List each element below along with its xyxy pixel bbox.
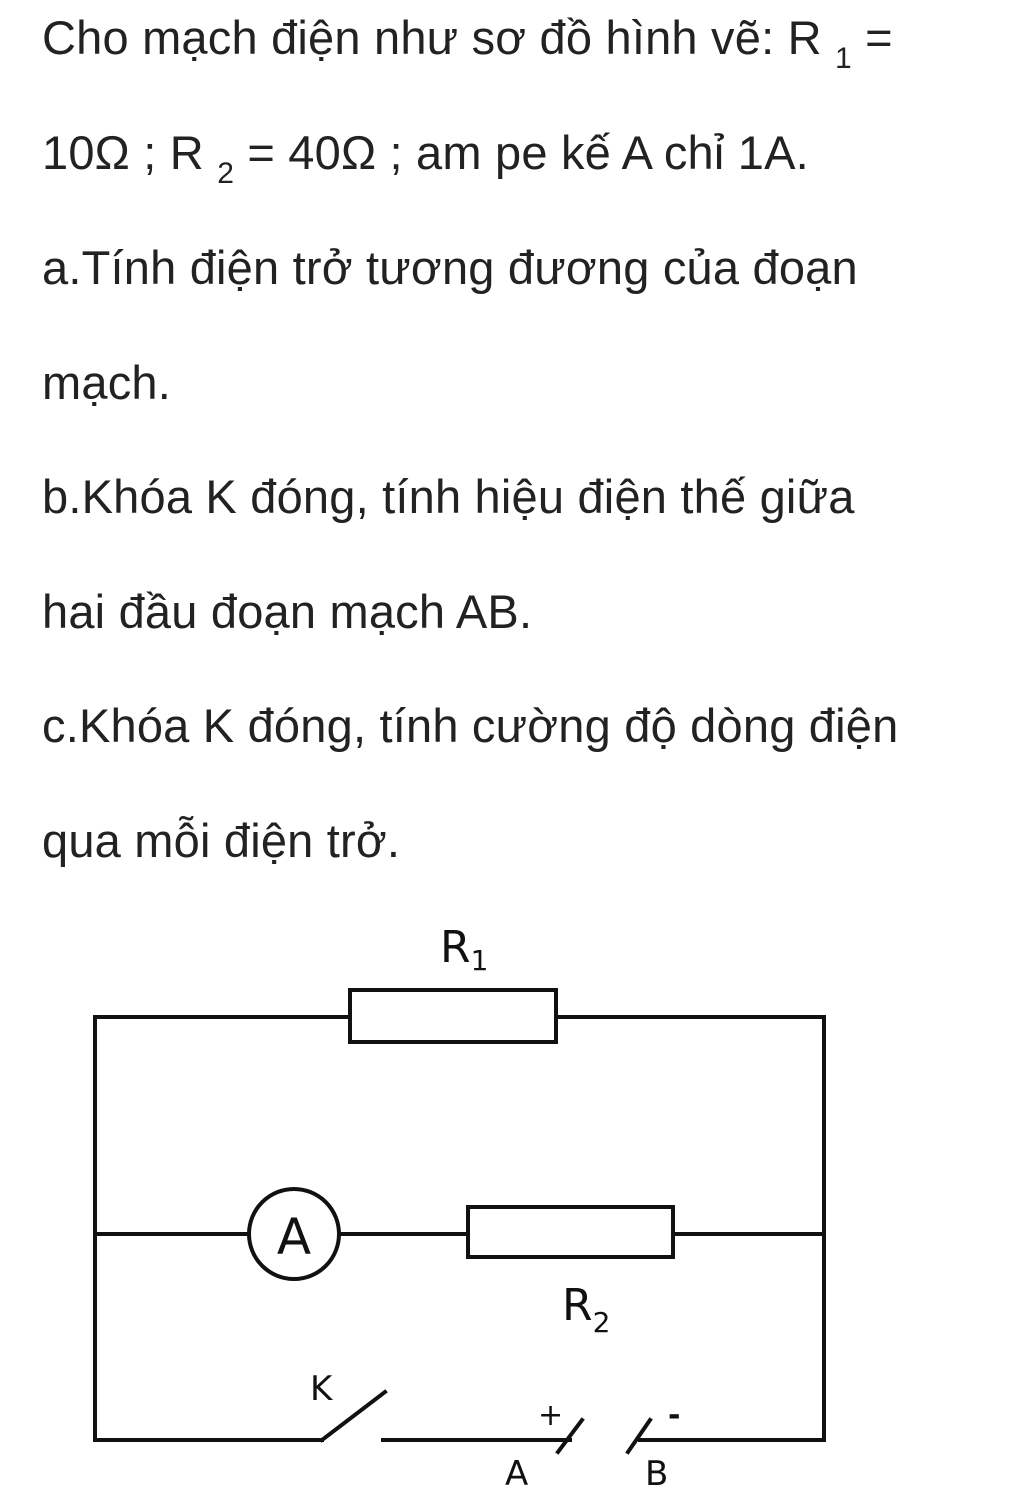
problem-line-2-a: 10Ω ; R	[42, 126, 204, 179]
question-a: a.Tính điện trở tương đương của đoạn	[42, 241, 858, 294]
plus-label: +	[538, 1398, 564, 1433]
problem-line-2	[42, 125, 809, 188]
r1-label: R1	[440, 922, 489, 977]
r2-label: $R_2$	[562, 1280, 611, 1339]
r2-subscript: 2	[217, 157, 235, 190]
question-b: b.Khóa K đóng, tính hiệu điện thế giữa	[42, 470, 855, 523]
ammeter-label: A	[276, 1208, 312, 1266]
problem-line-1	[42, 10, 893, 73]
r1-label-sub: 1	[470, 944, 489, 977]
terminal-a-label: A	[505, 1454, 529, 1494]
question-c: c.Khóa K đóng, tính cường độ dòng điện	[42, 699, 899, 752]
question-a-cont: mạch.	[42, 356, 171, 409]
problem-line-1-prefix: Cho mạch điện như sơ đồ hình vẽ: R	[42, 11, 822, 64]
question-c-cont: qua mỗi điện trở.	[42, 814, 401, 867]
terminal-b-mark	[628, 1420, 650, 1452]
switch-label: K	[310, 1369, 333, 1409]
resistor-r1	[350, 990, 556, 1042]
problem-line-2-b: = 40Ω ; am pe kế A chỉ 1A.	[247, 126, 809, 179]
terminal-b-label: B	[645, 1454, 669, 1494]
resistor-r2	[468, 1207, 673, 1257]
problem-line-1-suffix: =	[865, 11, 893, 64]
circuit-diagram	[0, 900, 1024, 1499]
question-b-cont: hai đầu đoạn mạch AB.	[42, 585, 533, 638]
minus-label: -	[668, 1398, 681, 1433]
r1-subscript: 1	[835, 42, 852, 75]
r2-label-sub: 2	[592, 1306, 611, 1339]
